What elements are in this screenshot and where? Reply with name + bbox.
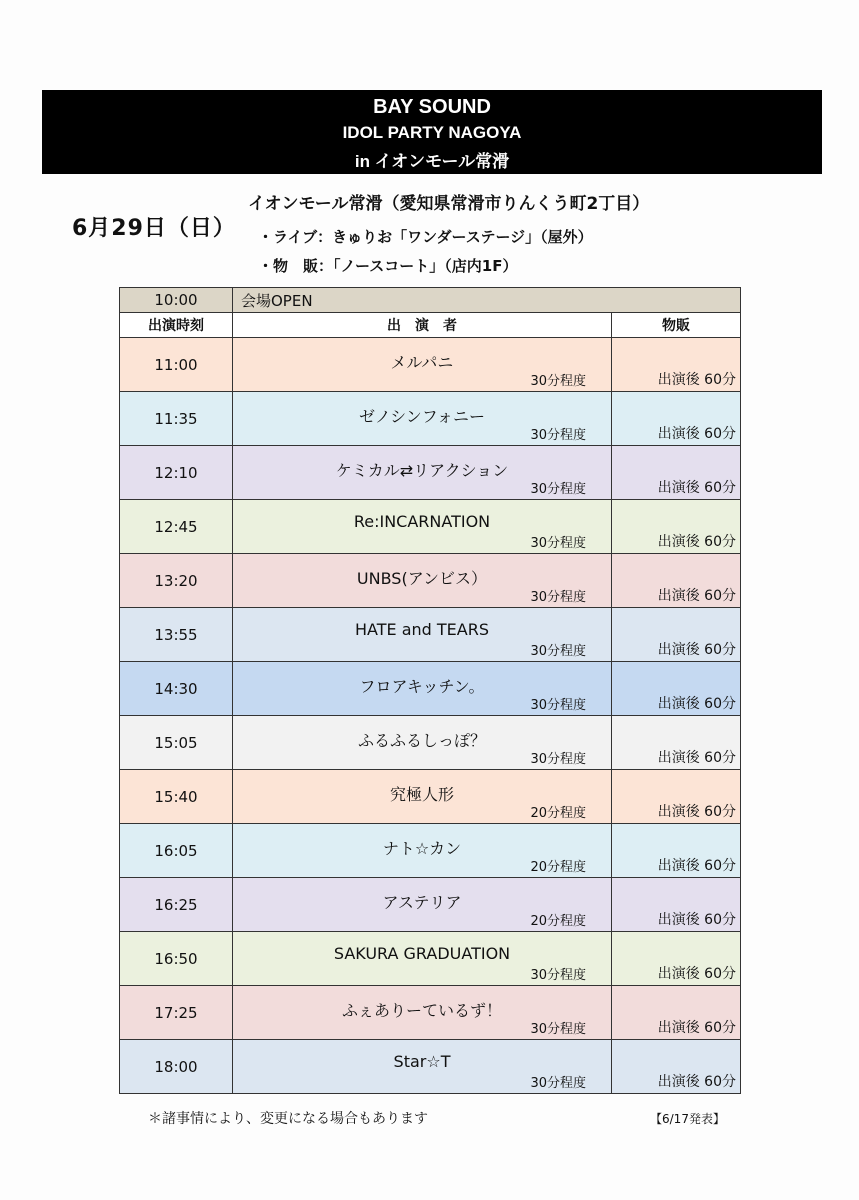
slot-time: 17:25 [120,986,233,1040]
goods-cell [612,932,741,986]
goods-time: 出演後 60分 [657,750,736,766]
performer-name: UNBS(アンビス） [356,569,488,588]
goods-time: 出演後 60分 [657,480,736,496]
performer-name: Star☆T [393,1052,451,1071]
performer-cell [233,824,612,878]
goods-time: 出演後 60分 [657,426,736,442]
performance-duration: 30分程度 [530,428,586,443]
performer-cell [233,716,612,770]
published-date: 【6/17発表】 [650,1112,725,1126]
table-row [120,1040,741,1094]
performance-duration: 30分程度 [530,482,586,497]
open-row [120,288,741,313]
table-row [120,446,741,500]
performer-cell [233,770,612,824]
timetable [119,287,741,1094]
table-header-row [120,313,741,338]
slot-time: 13:55 [120,608,233,662]
performer-name: フロアキッチン。 [359,677,485,696]
header-time: 出演時刻 [120,313,233,338]
performer-cell [233,608,612,662]
goods-time: 出演後 60分 [657,912,736,928]
goods-cell [612,878,741,932]
table-row [120,554,741,608]
event-title-banner [42,90,822,174]
performer-cell [233,878,612,932]
goods-time: 出演後 60分 [657,966,736,982]
performer-cell [233,662,612,716]
slot-time: 16:25 [120,878,233,932]
performer-name: ふるふるしっぽ？ [357,731,486,750]
performer-cell [233,1040,612,1094]
performer-name: HATE and TEARS [355,620,489,639]
table-row [120,932,741,986]
slot-time: 12:45 [120,500,233,554]
slot-time: 13:20 [120,554,233,608]
slot-time: 12:10 [120,446,233,500]
performer-cell [233,554,612,608]
goods-area-info: ・物 販：「ノースコート」（店内1F） [258,257,518,275]
performer-name: ゼノシンフォニー [358,407,485,426]
slot-time: 18:00 [120,1040,233,1094]
goods-time: 出演後 60分 [657,642,736,658]
goods-cell [612,446,741,500]
goods-cell [612,770,741,824]
performer-cell [233,986,612,1040]
table-row [120,878,741,932]
performance-duration: 30分程度 [530,968,586,983]
performance-duration: 30分程度 [530,644,586,659]
goods-time: 出演後 60分 [657,804,736,820]
goods-cell [612,662,741,716]
table-row [120,500,741,554]
performer-name: SAKURA GRADUATION [333,944,511,963]
performance-duration: 30分程度 [530,536,586,551]
goods-time: 出演後 60分 [657,1020,736,1036]
performance-duration: 30分程度 [530,752,586,767]
goods-time: 出演後 60分 [657,534,736,550]
slot-time: 16:05 [120,824,233,878]
performer-name: アステリア [382,893,462,912]
performer-cell [233,392,612,446]
goods-cell [612,554,741,608]
slot-time: 14:30 [120,662,233,716]
header-goods: 物販 [612,313,741,338]
goods-time: 出演後 60分 [657,1074,736,1090]
event-title-line2: IDOL PARTY NAGOYA [342,123,522,142]
performer-name: ナト☆カン [382,839,462,858]
open-label: 会場OPEN [233,288,741,313]
performance-duration: 20分程度 [530,860,586,875]
goods-time: 出演後 60分 [657,588,736,604]
goods-time: 出演後 60分 [657,858,736,874]
goods-cell [612,608,741,662]
table-row [120,662,741,716]
performance-duration: 30分程度 [530,698,586,713]
header-performer: 出 演 者 [233,313,612,338]
performer-cell [233,500,612,554]
table-row [120,338,741,392]
performer-name: ふぇありーているず！ [341,1001,502,1020]
slot-time: 11:00 [120,338,233,392]
performance-duration: 20分程度 [530,806,586,821]
performer-cell [233,338,612,392]
table-row [120,770,741,824]
slot-time: 11:35 [120,392,233,446]
table-row [120,608,741,662]
performance-duration: 30分程度 [530,1076,586,1091]
table-row [120,824,741,878]
goods-cell [612,1040,741,1094]
goods-cell [612,716,741,770]
open-time: 10:00 [120,288,233,313]
performance-duration: 30分程度 [530,590,586,605]
event-title-line3: in イオンモール常滑 [354,152,510,171]
performer-name: Re:INCARNATION [353,512,491,531]
goods-cell [612,392,741,446]
goods-cell [612,500,741,554]
performance-duration: 20分程度 [530,914,586,929]
table-row [120,986,741,1040]
goods-cell [612,986,741,1040]
performer-name: ケミカル⇄リアクション [335,461,509,480]
performance-duration: 30分程度 [530,374,586,389]
slot-time: 16:50 [120,932,233,986]
performance-duration: 30分程度 [530,1022,586,1037]
performer-cell [233,932,612,986]
performer-name: メルパニ [390,353,454,372]
goods-time: 出演後 60分 [657,372,736,388]
table-row [120,392,741,446]
slot-time: 15:40 [120,770,233,824]
live-stage-info: ・ライブ：きゅりお「ワンダーステージ」（屋外） [258,228,593,246]
goods-time: 出演後 60分 [657,696,736,712]
slot-time: 15:05 [120,716,233,770]
event-title-line1: BAY SOUND [373,96,491,118]
venue-name: イオンモール常滑（愛知県常滑市りんくう町2丁目） [248,194,650,214]
event-date: 6月29日（日） [72,216,236,241]
performer-cell [233,446,612,500]
performer-name: 究極人形 [389,785,454,804]
goods-cell [612,338,741,392]
table-row [120,716,741,770]
disclaimer-note: ＊諸事情により、変更になる場合もあります [148,1111,428,1127]
goods-cell [612,824,741,878]
